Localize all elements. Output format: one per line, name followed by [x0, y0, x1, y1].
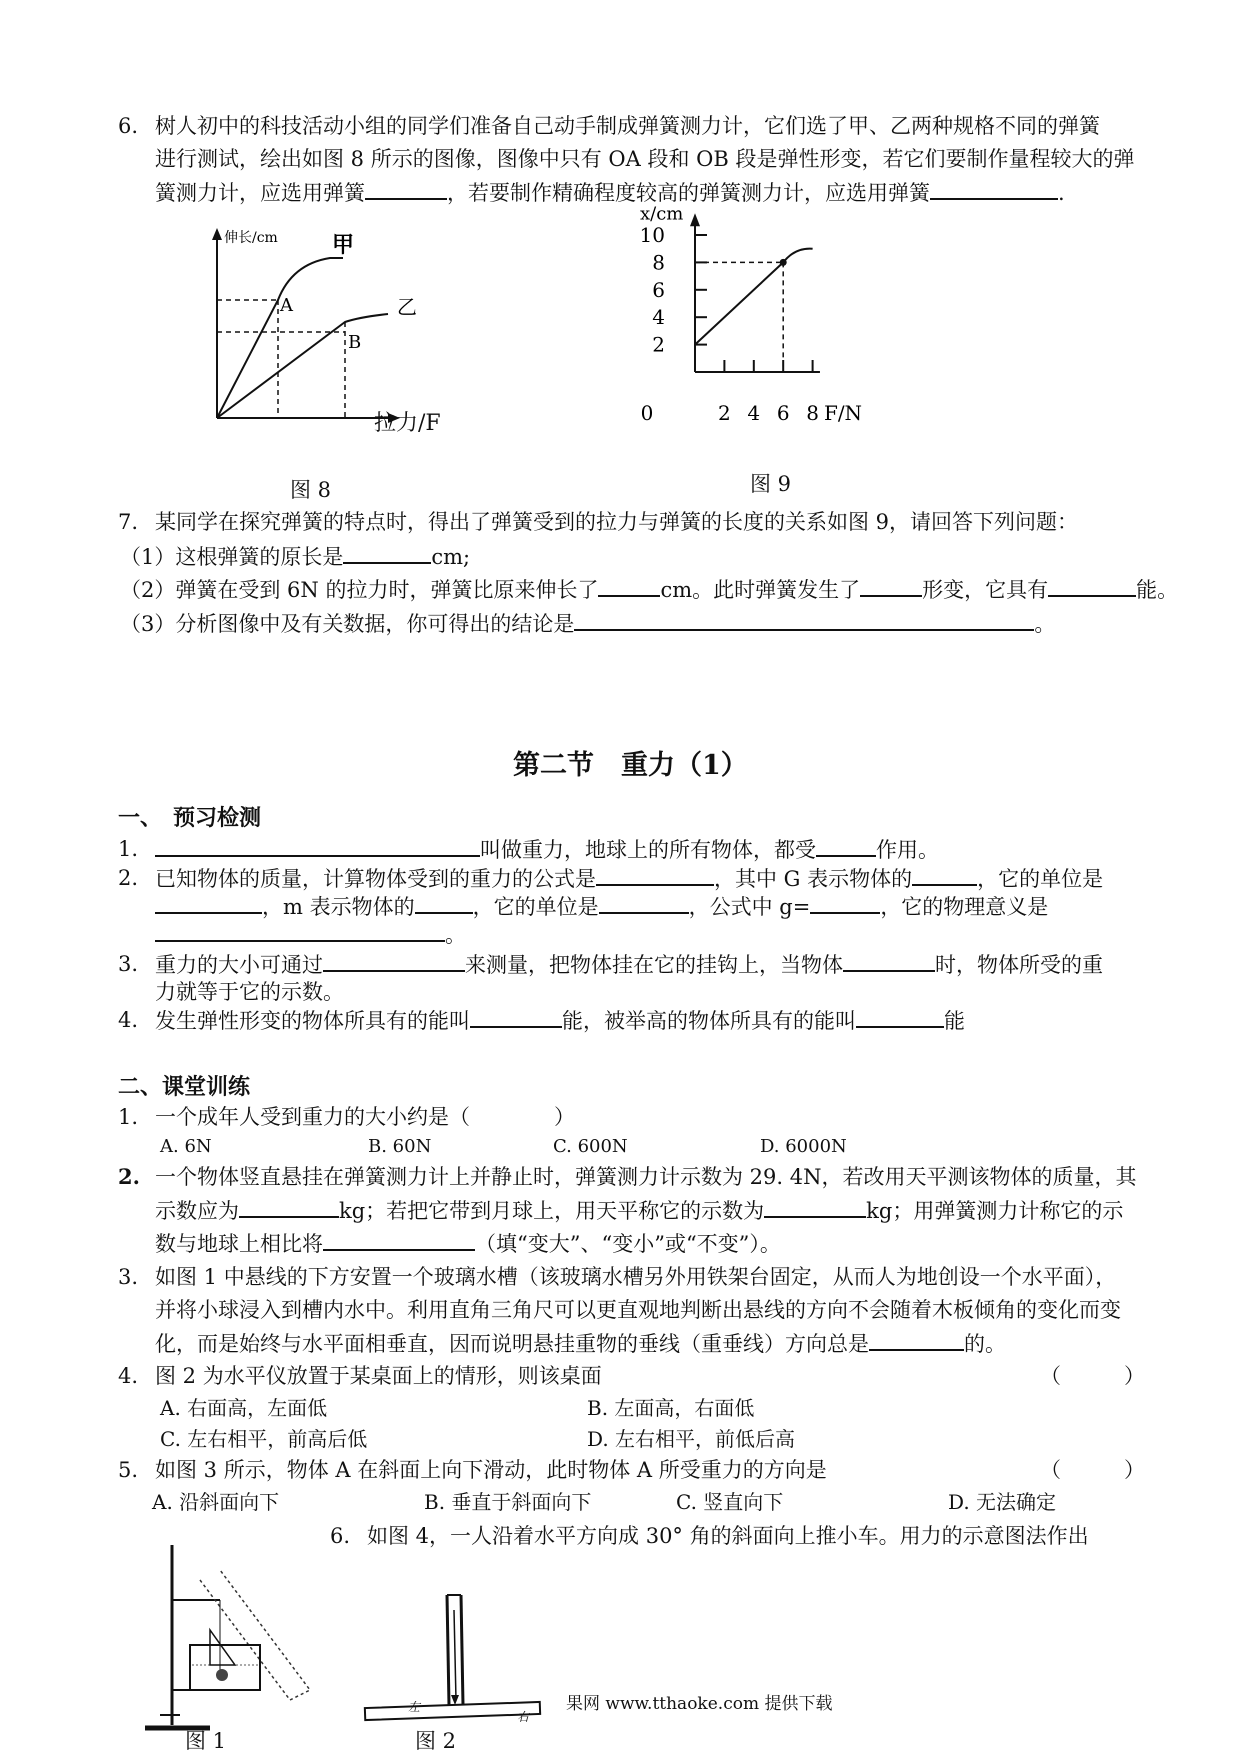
p2-q2-line1: 一个物体竖直悬挂在弹簧测力计上并静止时，弹簧测力计示数为 29. 4N，若改用天平测该物体的质量，其: [155, 1165, 1137, 1189]
answer-blank[interactable]: [860, 575, 922, 597]
p2-q4-option-b[interactable]: B. 左面高，右面低: [587, 1396, 755, 1420]
q7-part2-text-c: 形变，它具有: [922, 578, 1049, 602]
answer-blank[interactable]: [343, 542, 431, 564]
fig8-label-jia: 甲: [332, 232, 355, 258]
p1-q3-line1: [155, 950, 1103, 979]
p2-q5-number: 5.: [118, 1458, 139, 1482]
figure-8-graph: [200, 222, 460, 437]
p1-q3-line2: 力就等于它的示数。: [155, 980, 344, 1004]
p2-q5-option-c[interactable]: C. 竖直向下: [676, 1490, 784, 1514]
q7-number: 7.: [118, 510, 139, 534]
p2-q3-text-c: 化，而是始终与水平面相垂直，因而说明悬挂重物的垂线（重垂线）方向总是: [155, 1332, 869, 1356]
p1-q3-text-b: 来测量，把物体挂在它的挂钩上，当物体: [465, 953, 843, 977]
q7-intro: 某同学在探究弹簧的特点时，得出了弹簧受到的拉力与弹簧的长度的关系如图 9，请回答下列问题：: [155, 510, 1079, 534]
p2-q1-option-b[interactable]: B. 60N: [368, 1136, 432, 1157]
p2-q5-text: 如图 3 所示，物体 A 在斜面上向下滑动，此时物体 A 所受重力的方向是: [155, 1458, 827, 1482]
p1-q2-text-c: ，它的单位是: [977, 867, 1104, 891]
q7-part1-text: （1）这根弹簧的原长是: [120, 545, 344, 569]
p2-q2-text-f: （填“变大”、“变小”或“不变”）。: [475, 1232, 781, 1256]
p1-q4-number: 4.: [118, 1008, 139, 1032]
p2-q5-option-a[interactable]: A. 沿斜面向下: [152, 1490, 280, 1514]
p2-q4-option-d[interactable]: D. 左右相平，前低后高: [587, 1427, 796, 1451]
answer-blank[interactable]: [810, 892, 880, 914]
q7-part2-text-d: 能。: [1136, 578, 1179, 602]
fig2-caption: 图 2: [415, 1729, 457, 1753]
fig8-point-b: B: [348, 332, 362, 353]
answer-blank[interactable]: [856, 1006, 944, 1028]
p2-q1-text: 一个成年人受到重力的大小约是（ ）: [155, 1105, 575, 1129]
y-tick-label: 10: [639, 223, 665, 247]
p1-q3-number: 3.: [118, 952, 139, 976]
p1-q1-text-b: 作用。: [876, 838, 939, 862]
p1-q2-text-a: 已知物体的质量，计算物体受到的重力的公式是: [155, 867, 596, 891]
watermark: 果网 www.tthaoke.com 提供下载: [566, 1694, 833, 1714]
answer-blank[interactable]: [596, 864, 714, 886]
p2-q4-answer-paren[interactable]: （ ）: [1040, 1364, 1145, 1388]
q6-line3-text-b: ，若要制作精确程度较高的弹簧测力计，应选用弹簧: [447, 181, 930, 205]
fig8-curve-yi: [217, 314, 388, 418]
q7-part1: [120, 542, 470, 571]
answer-blank[interactable]: [415, 892, 473, 914]
p1-q2-text-h: 。: [445, 923, 466, 947]
fig2-label-left: 左: [408, 1700, 421, 1714]
answer-blank[interactable]: [599, 892, 689, 914]
figure-9-chart: [620, 203, 920, 450]
part2-heading: 二、课堂训练: [118, 1074, 251, 1100]
p2-q6-text: 如图 4，一人沿着水平方向成 30° 角的斜面向上推小车。用力的示意图法作出: [367, 1524, 1089, 1548]
p1-q1-text-a: 叫做重力，地球上的所有物体，都受: [480, 838, 816, 862]
p2-q2-text-e: 数与地球上相比将: [155, 1232, 323, 1256]
p2-q2-line3: [155, 1229, 781, 1258]
answer-blank[interactable]: [574, 609, 1034, 631]
x-axis-label: F/N: [823, 401, 863, 425]
q6-line3-text-a: 簧测力计，应选用弹簧: [155, 181, 365, 205]
section-title: 第二节 重力（1）: [513, 750, 748, 781]
answer-blank[interactable]: [155, 920, 445, 942]
q6-line2: 进行测试，绘出如图 8 所示的图像，图像中只有 OA 段和 OB 段是弹性形变，若它们要制作量程较大的弹: [155, 147, 1135, 171]
answer-blank[interactable]: [155, 835, 480, 857]
p1-q2-text-b: ，其中 G 表示物体的: [714, 867, 913, 891]
data-point: [780, 259, 787, 266]
p1-q2-line3: [155, 920, 466, 949]
x-tick-label: 0: [640, 401, 654, 425]
fig9-caption: 图 9: [750, 472, 792, 496]
series-line: [695, 262, 783, 344]
p1-q4-text-a: 发生弹性形变的物体所具有的能叫: [155, 1009, 470, 1033]
fig8-x-label: 拉力/F: [374, 411, 441, 436]
part1-heading: 一、 预习检测: [118, 805, 262, 831]
p1-q2-text-e: ，它的单位是: [472, 895, 599, 919]
p1-q3-text-c: 时，物体所受的重: [935, 953, 1103, 977]
fig8-point-a: A: [280, 295, 293, 316]
p1-q2-line1: [155, 864, 1103, 893]
y-tick-label: 4: [652, 305, 665, 330]
answer-blank[interactable]: [155, 892, 262, 914]
answer-blank[interactable]: [470, 1006, 562, 1028]
answer-blank[interactable]: [239, 1196, 339, 1218]
p2-q4-text: 图 2 为水平仪放置于某桌面上的情形，则该桌面: [155, 1364, 602, 1388]
p2-q5-answer-paren[interactable]: （ ）: [1040, 1458, 1145, 1482]
p1-q2-text-g: ，它的物理意义是: [880, 895, 1049, 919]
fig8-y-label: 伸长/cm: [224, 230, 278, 246]
p2-q2-text-c: kg；若把它带到月球上，用天平称它的示数为: [339, 1199, 765, 1223]
q7-part3-end: 。: [1034, 612, 1056, 636]
answer-blank[interactable]: [869, 1329, 964, 1351]
answer-blank[interactable]: [323, 950, 465, 972]
fig1-caption: 图 1: [185, 1729, 227, 1753]
p2-q4-number: 4.: [118, 1364, 139, 1388]
figure-1-apparatus: [140, 1540, 360, 1740]
q7-part3-text: （3）分析图像中及有关数据，你可得出的结论是: [120, 612, 575, 636]
p2-q2-line2: [155, 1196, 1123, 1225]
p2-q2-number: 2.: [118, 1164, 140, 1189]
q6-line1: 树人初中的科技活动小组的同学们准备自己动手制成弹簧测力计，它们选了甲、乙两种规格不同的弹簧: [155, 114, 1100, 138]
p1-q2-text-f: ，公式中 g=: [688, 895, 811, 919]
p1-q3-text-a: 重力的大小可通过: [155, 953, 323, 977]
p2-q1-option-a[interactable]: A. 6N: [160, 1136, 212, 1157]
p2-q3-text-d: 的。: [964, 1332, 1006, 1356]
p2-q5-option-b[interactable]: B. 垂直于斜面向下: [424, 1490, 592, 1514]
p2-q3-line3: [155, 1329, 1006, 1358]
answer-blank[interactable]: [912, 864, 977, 886]
p2-q3-line2: 并将小球浸入到槽内水中。利用直角三角尺可以更直观地判断出悬线的方向不会随着木板倾角的变化而变: [155, 1298, 1121, 1322]
y-axis-label: x/cm: [640, 203, 684, 225]
q7-part2-text-a: （2）弹簧在受到 6N 的拉力时，弹簧比原来伸长了: [120, 578, 599, 602]
p2-q3-number: 3.: [118, 1265, 139, 1289]
p2-q4-option-c[interactable]: C. 左右相平，前高后低: [160, 1427, 368, 1451]
q7-part2-text-b: cm。此时弹簧发生了: [660, 578, 861, 602]
p1-q1-number: 1.: [118, 837, 139, 861]
answer-blank[interactable]: [323, 1229, 475, 1251]
x-tick-label: 4: [747, 401, 761, 425]
p1-q2-line2: [155, 892, 1048, 921]
p2-q3-line1: 如图 1 中悬线的下方安置一个玻璃水槽（该玻璃水槽另外用铁架台固定，从而人为地创设一个水平面），: [155, 1265, 1117, 1289]
p1-q2-text-d: ，m 表示物体的: [262, 895, 415, 919]
p2-q1-option-c[interactable]: C. 600N: [553, 1136, 628, 1157]
q7-part2: [120, 575, 1178, 604]
x-tick-label: 8: [806, 401, 819, 425]
x-tick-label: 2: [718, 401, 731, 425]
answer-blank[interactable]: [598, 575, 660, 597]
answer-blank[interactable]: [1048, 575, 1136, 597]
p1-q1: [155, 835, 939, 864]
fig2-label-right: 右: [517, 1710, 530, 1724]
p1-q2-number: 2.: [118, 866, 139, 890]
p1-q4-text-b: 能，被举高的物体所具有的能叫: [562, 1009, 856, 1033]
p1-q4-text-c: 能: [944, 1009, 965, 1033]
answer-blank[interactable]: [930, 178, 1058, 200]
q7-part1-unit: cm;: [431, 545, 471, 569]
p2-q4-option-a[interactable]: A. 右面高，左面低: [160, 1396, 328, 1420]
answer-blank[interactable]: [365, 178, 447, 200]
q6-line3: [155, 178, 1065, 207]
p1-q4: [155, 1006, 965, 1035]
p2-q2-text-d: kg；用弹簧测力计称它的示: [866, 1199, 1124, 1223]
y-tick-label: 2: [652, 332, 665, 357]
p2-q5-option-d[interactable]: D. 无法确定: [948, 1490, 1057, 1514]
p2-q6-number: 6.: [330, 1524, 351, 1548]
series-plateau: [783, 249, 812, 263]
answer-blank[interactable]: [764, 1196, 866, 1218]
p2-q1-option-d[interactable]: D. 6000N: [760, 1136, 847, 1157]
y-tick-label: 6: [652, 277, 665, 302]
answer-blank[interactable]: [843, 950, 935, 972]
p2-q2-text-b: 示数应为: [155, 1199, 239, 1223]
y-tick-label: 8: [652, 250, 665, 275]
fig8-label-yi: 乙: [397, 295, 417, 319]
y-axis-arrow: [690, 213, 700, 226]
x-tick-label: 6: [776, 401, 790, 425]
q7-part3: [120, 609, 1055, 638]
answer-blank[interactable]: [816, 835, 876, 857]
p2-q1-number: 1.: [118, 1105, 139, 1129]
q6-number: 6.: [118, 114, 139, 138]
fig8-caption: 图 8: [290, 478, 332, 502]
q6-line3-text-c: .: [1058, 181, 1065, 205]
